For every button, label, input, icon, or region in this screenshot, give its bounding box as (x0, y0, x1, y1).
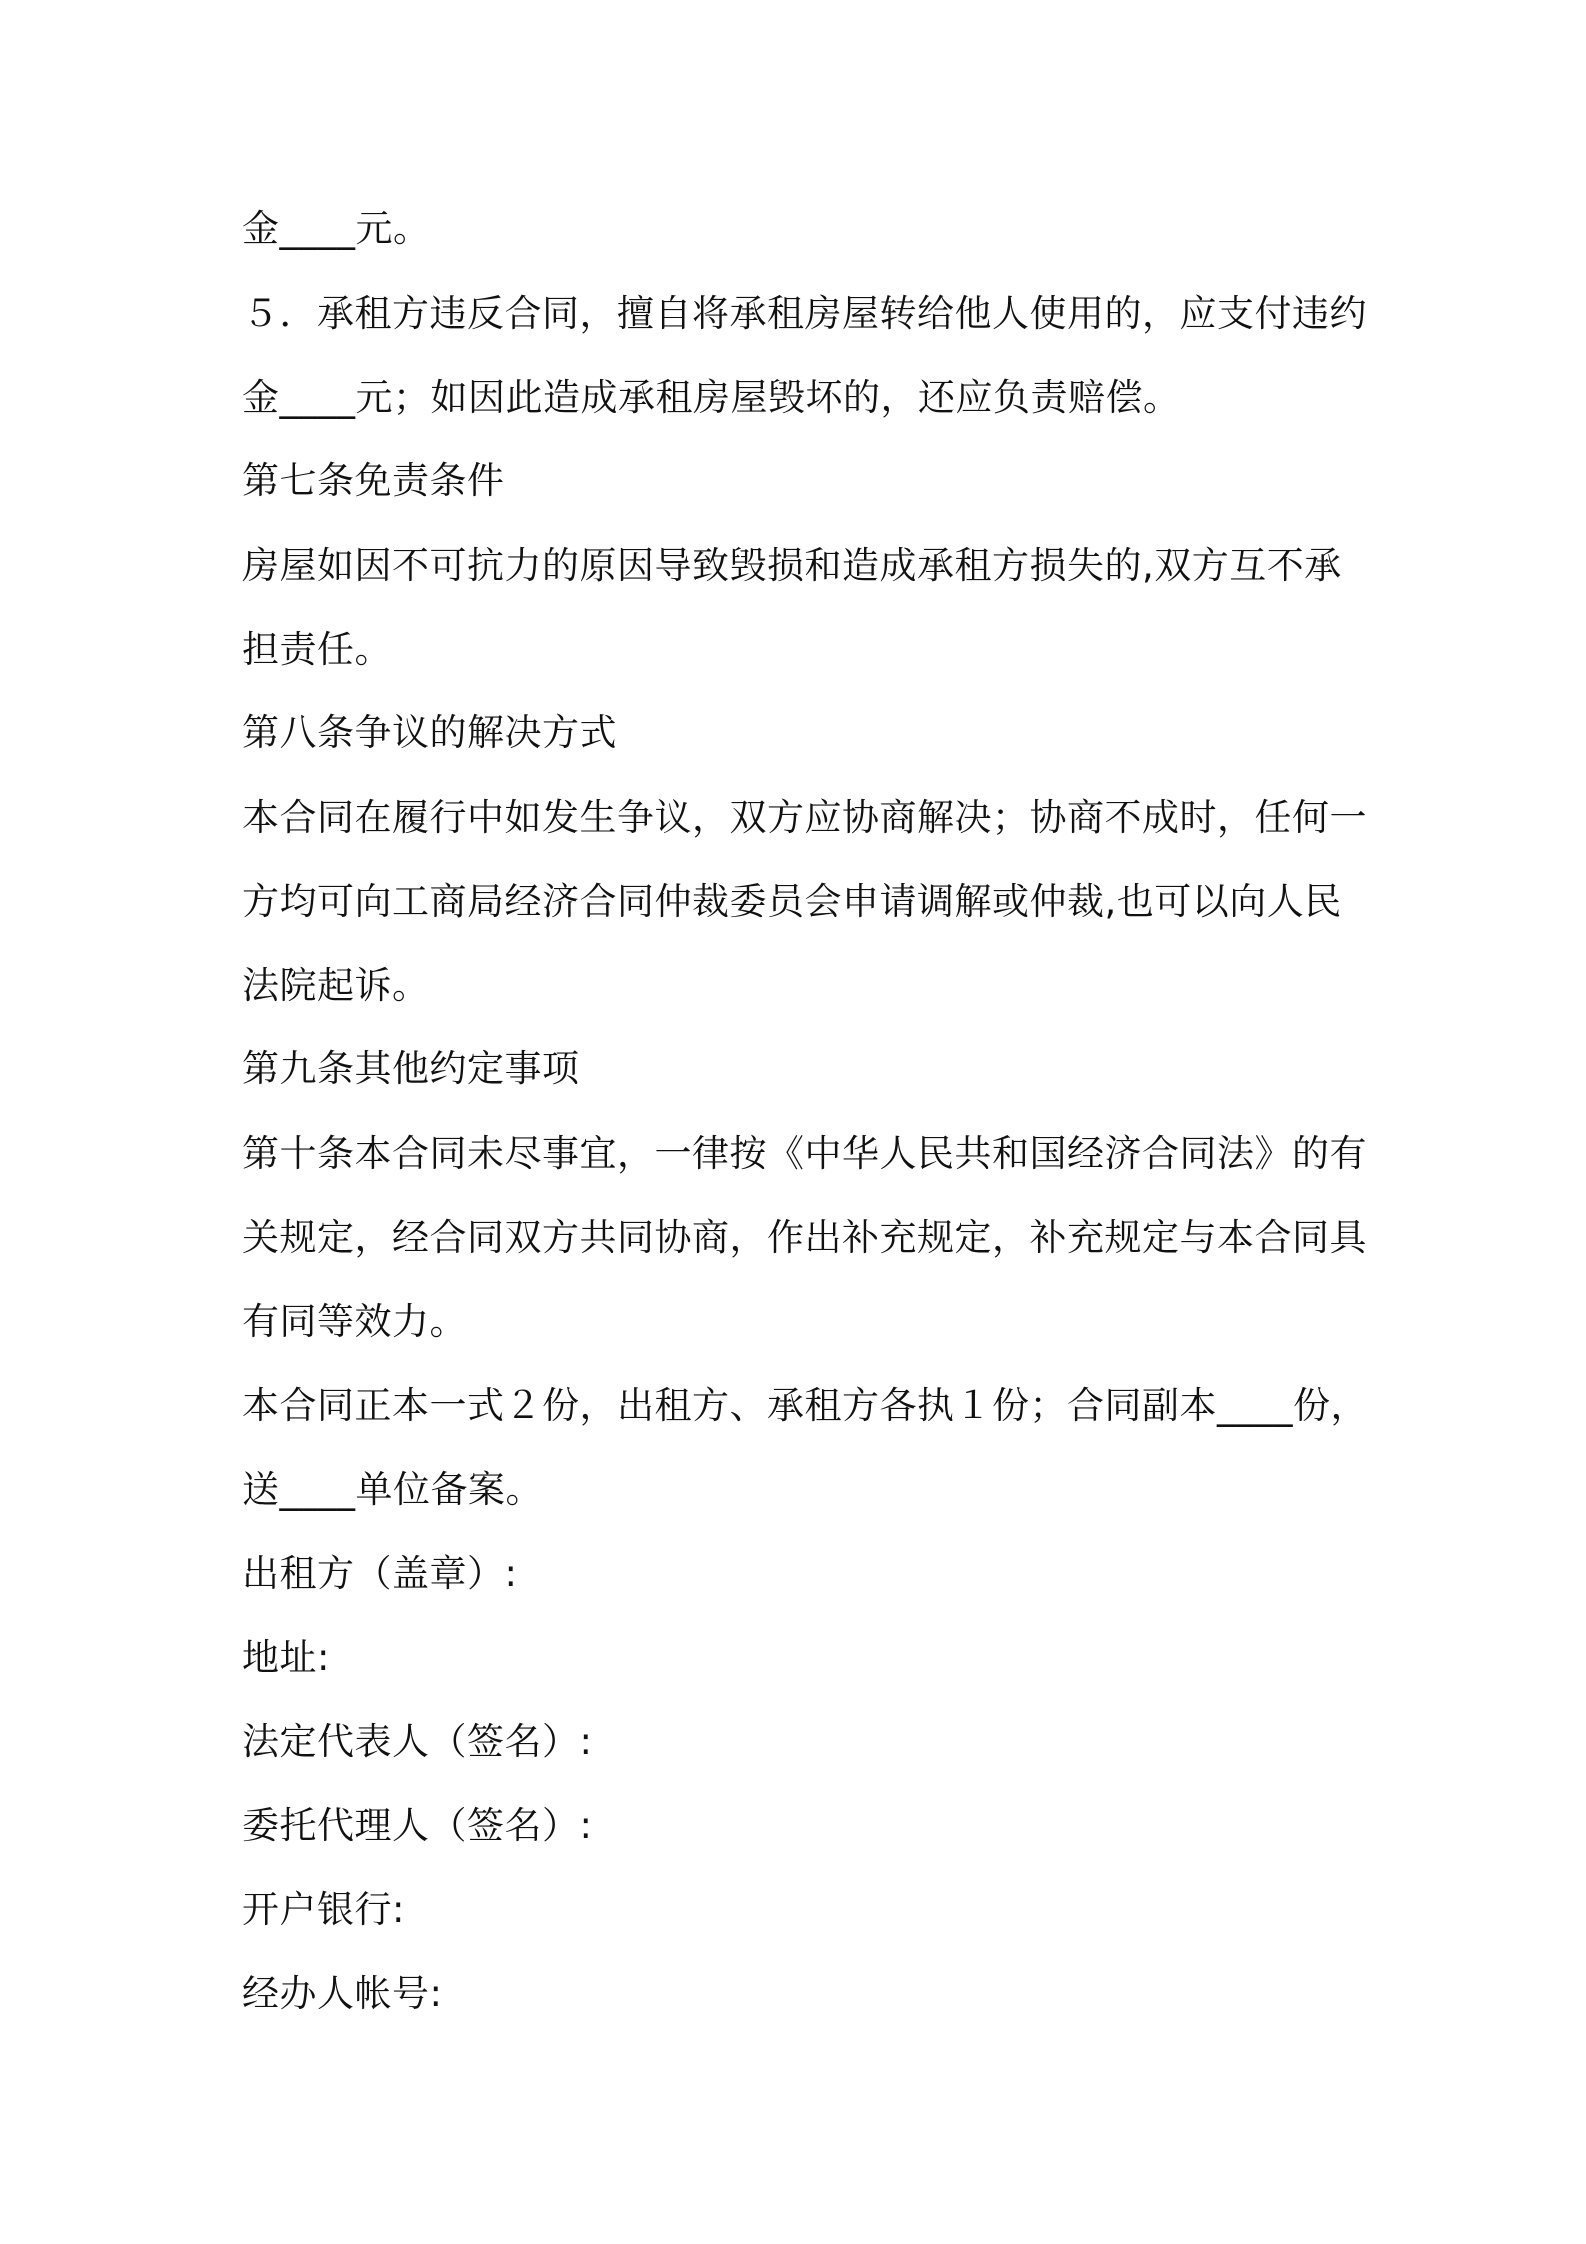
clause-5-line: ５．承租方违反合同，擅自将承租房屋转给他人使用的，应支付违约 (242, 292, 1367, 335)
account-field: 经办人帐号: (242, 1972, 443, 2015)
text-line: 送____单位备案。 (242, 1468, 543, 1511)
legal-representative-field: 法定代表人（签名）: (242, 1720, 593, 1763)
text-line: 法院起诉。 (242, 964, 430, 1007)
text-line: 本合同在履行中如发生争议，双方应协商解决；协商不成时，任何一 (242, 796, 1367, 839)
bank-field: 开户银行: (242, 1888, 405, 1931)
text-line: 金____元。 (242, 207, 431, 250)
text-line: 有同等效力。 (242, 1300, 467, 1343)
text-line: 关规定，经合同双方共同协商，作出补充规定，补充规定与本合同具 (242, 1216, 1367, 1259)
text-line: 方均可向工商局经济合同仲裁委员会申请调解或仲裁,也可以向人民 (242, 880, 1342, 923)
text-line: 金____元；如因此造成承租房屋毁坏的，还应负责赔偿。 (242, 376, 1181, 419)
article-8-heading: 第八条争议的解决方式 (242, 711, 617, 754)
article-9-heading: 第九条其他约定事项 (242, 1047, 580, 1090)
article-10-line: 第十条本合同未尽事宜，一律按《中华人民共和国经济合同法》的有 (242, 1132, 1367, 1175)
text-line: 房屋如因不可抗力的原因导致毁损和造成承租方损失的,双方互不承 (242, 544, 1342, 587)
copies-line: 本合同正本一式２份，出租方、承租方各执１份；合同副本____份， (242, 1384, 1368, 1427)
article-7-heading: 第七条免责条件 (242, 459, 505, 502)
text-line: 担责任。 (242, 628, 392, 671)
lessor-seal-field: 出租方（盖章）: (242, 1552, 518, 1595)
address-field: 地址: (242, 1636, 330, 1679)
authorized-agent-field: 委托代理人（签名）: (242, 1804, 593, 1847)
